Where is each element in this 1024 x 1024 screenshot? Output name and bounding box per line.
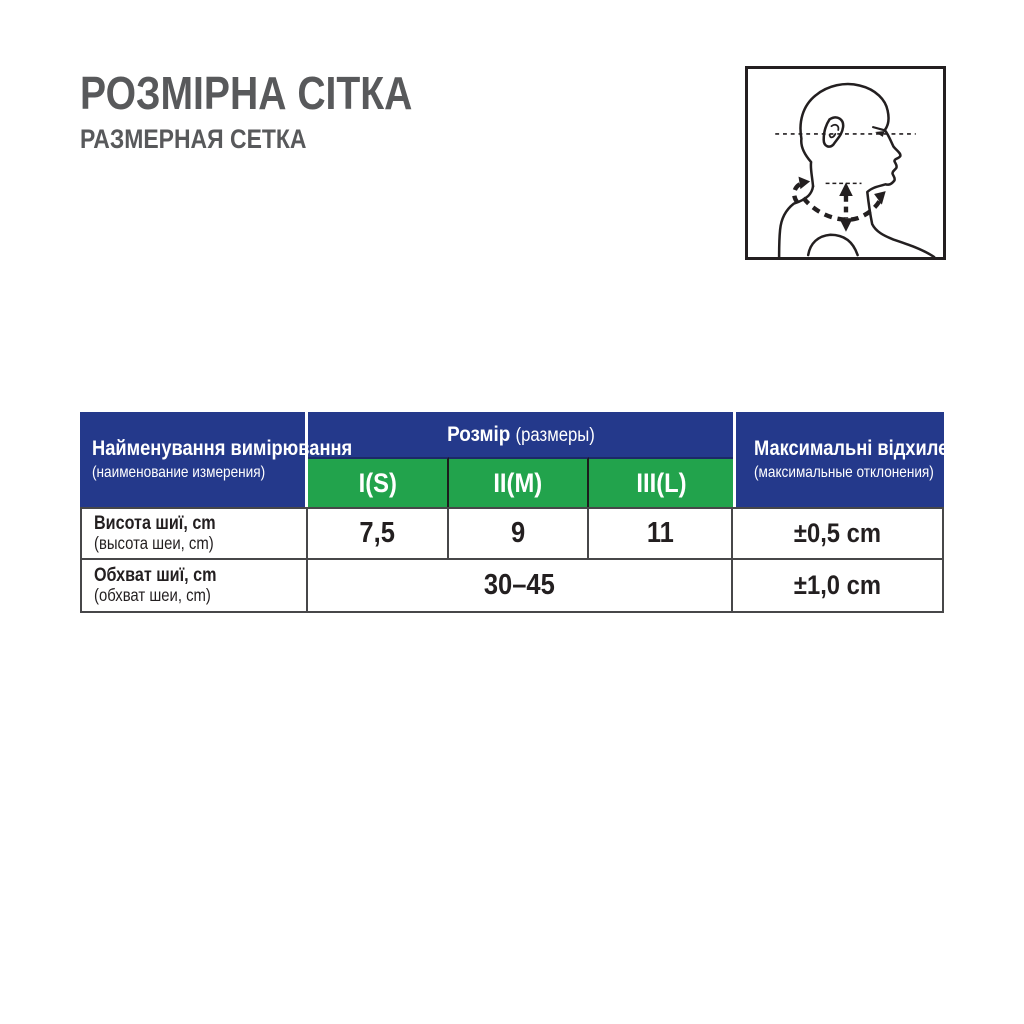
head-profile-icon [748, 69, 943, 257]
header-measurement-name: Найменування вимірювання (наименование измерения) [80, 412, 308, 507]
title-block [80, 67, 471, 154]
neck-circumference-value: 30–45 [308, 560, 733, 613]
header-size [308, 412, 733, 457]
size-header-paren: (размеры) [515, 425, 595, 446]
neck-measurement-diagram [745, 66, 946, 260]
page-subtitle: РАЗМЕРНАЯ СЕТКА [80, 124, 307, 154]
neck-height-value-m: 9 [449, 507, 589, 560]
arrow-up-head [839, 182, 853, 196]
header-max-deviation: Максимальні відхилення (максимальные отклонения) [733, 412, 944, 507]
size-header-bold: Розмір [446, 422, 510, 446]
neck-height-value-l: 11 [589, 507, 733, 560]
page-title: РОЗМІРНА СІТКА [80, 67, 413, 119]
size-column-s: I(S) [308, 457, 449, 507]
row-neck-height-label: Висота шиї, cm (высота шеи, cm) [80, 507, 308, 560]
size-column-m: II(M) [449, 457, 589, 507]
size-table [80, 412, 981, 613]
neck-height-value-s: 7,5 [308, 507, 449, 560]
neck-height-max-deviation: ±0,5 cm [733, 507, 944, 560]
row-neck-circumference-label: Обхват шиї, cm (обхват шеи, cm) [80, 560, 308, 613]
size-column-l: III(L) [589, 457, 733, 507]
arc-left-arrowhead [799, 177, 811, 190]
neck-circumference-max-deviation: ±1,0 cm [733, 560, 944, 613]
